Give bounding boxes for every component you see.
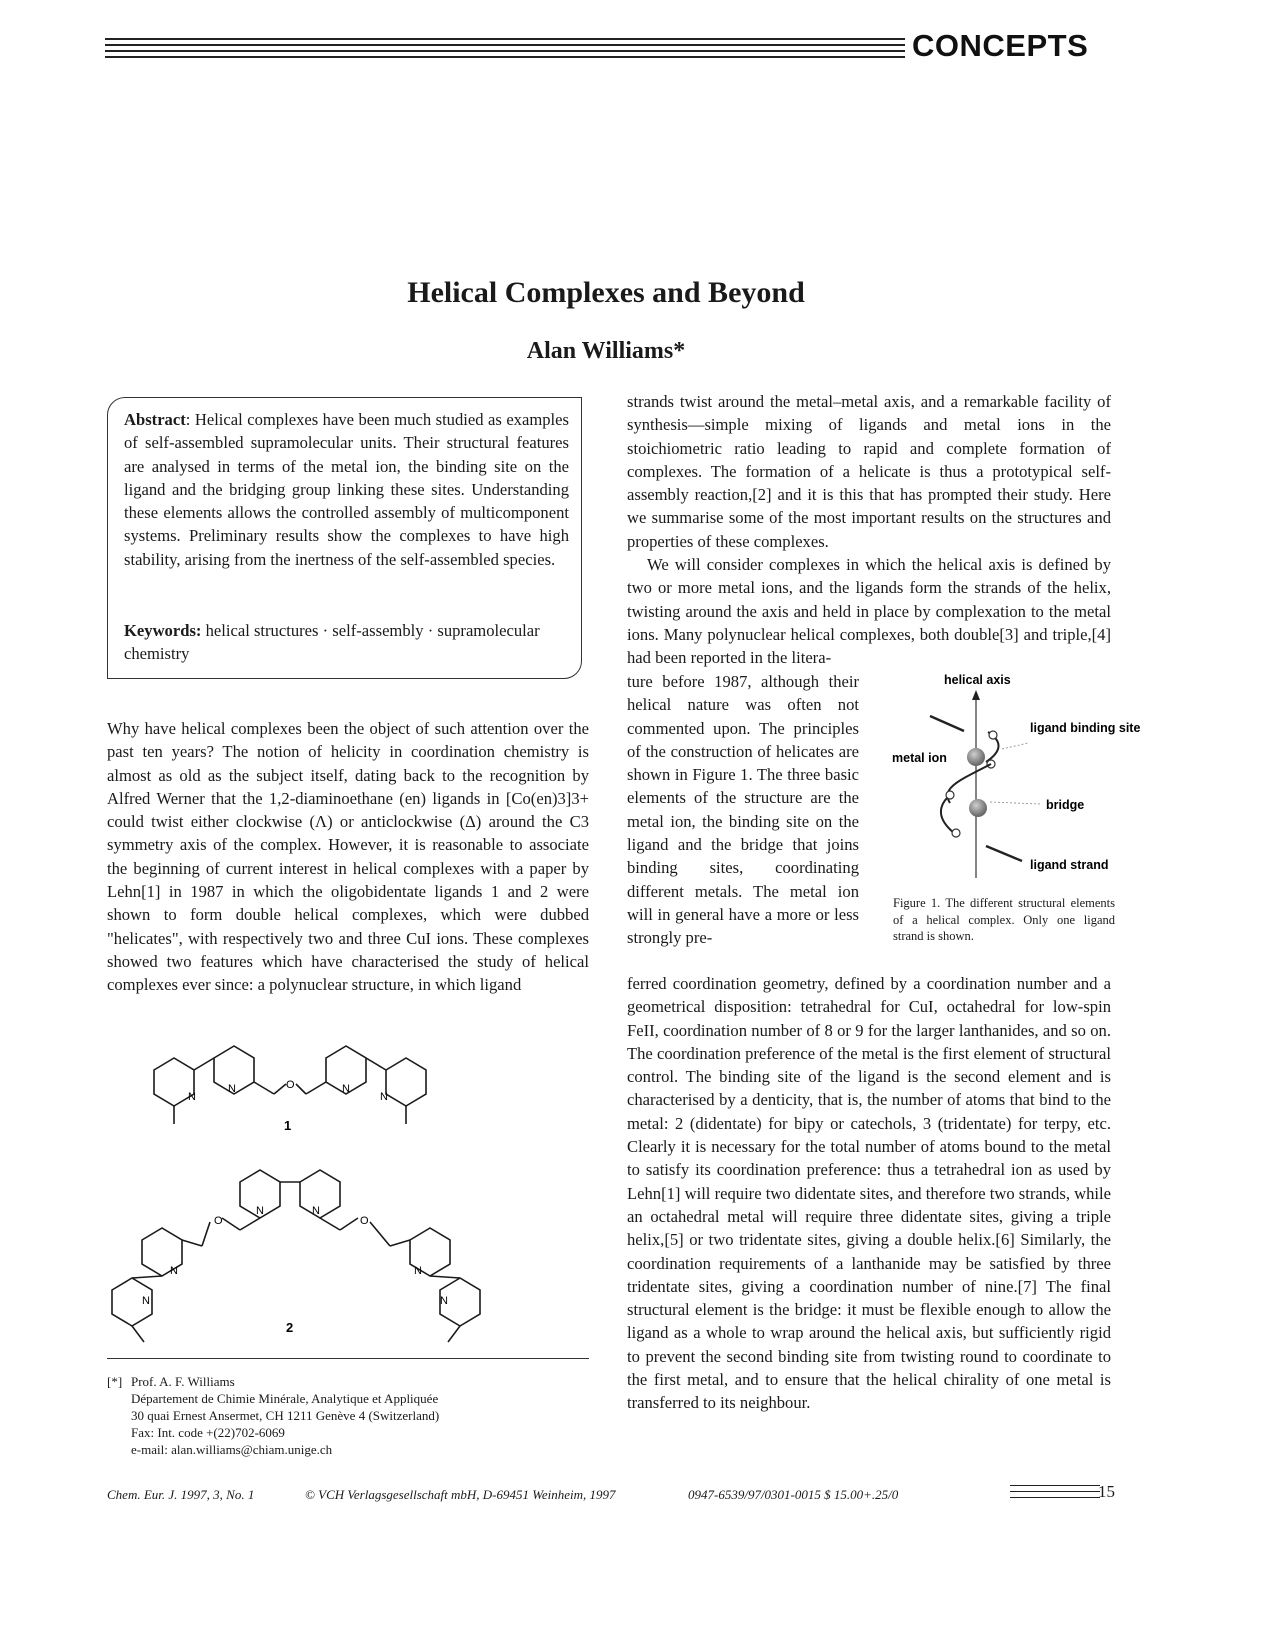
author-footnote — [107, 1373, 589, 1458]
footnote-line: Département de Chimie Minérale, Analytique et Appliquée — [131, 1391, 439, 1406]
article-author: Alan Williams* — [526, 338, 686, 364]
footnote-email: e-mail: alan.williams@chiam.unige.ch — [131, 1442, 333, 1457]
c2-o2: O — [360, 1215, 369, 1227]
footnote-line: Prof. A. F. Williams — [131, 1374, 235, 1389]
c1-o: O — [286, 1079, 295, 1091]
right-paragraph-narrow: ture before 1987, although their helical nature was often not commented upon. The principles of the construction of helicates are shown in Figure 1. The three basic elements of the structure are the metal ion, the binding site on the ligand and the bridge that joins binding sites, coordinating different metals. The metal ion will in general have a more or less strongly pre- — [627, 672, 859, 948]
label-metal-ion: metal ion — [892, 751, 947, 765]
figure-1-helix-diagram — [880, 668, 1141, 890]
binding-site-lower — [941, 795, 954, 833]
label-ligand-binding-site-text: ligand binding site — [1030, 721, 1141, 735]
header-rules — [105, 33, 905, 63]
c2-ring-b — [300, 1170, 340, 1218]
metal-ion-lower — [969, 799, 987, 817]
right-paragraph-3: ferred coordination geometry, defined by a coordination number and a geometrical disposition: tetrahedral for CuI, octahedral for low-spin FeII, coordination number of 8 or 9 for the larger lanthanides, and so on. The coordination preference of the metal is the first element of structural control. The binding site of the ligand is the second element and is characterised by a denticity, that is, the number of atoms that bind to the metal: 2 (didentate) for bipy or catechols, 3 (tridentate) for terpy, etc. Clearly it is necessary for the total number of atoms bound to the metal to satisfy its coordination preference: thus a tetrahedral ion as used by Lehn[1] will require two didentate sites, and therefore two strands, while an octahedral metal will require three didentate sites, giving a triple helix,[5] or two tridentate sites, giving a double helix.[6] Similarly, the coordination requirements of a lanthanide may be satisfied by three tridentate sites, giving a coordination number of nine.[7] The final structural element is the bridge: it must be flexible enough to allow the ligand as a whole to wrap around the helical axis, but sufficiently rigid to prevent the second binding site from twisting round to coordinate to the first metal, and to ensure that the helical chirality of one metal is transferred to its neighbour. — [627, 974, 1111, 1413]
c2-o1: O — [214, 1215, 223, 1227]
footnote-line: Fax: Int. code +(22)702-6069 — [131, 1425, 285, 1440]
footer-code: 0947-6539/97/0301-0015 $ 15.00+.25/0 — [688, 1487, 899, 1502]
right-body-narrow — [627, 670, 859, 950]
label-ligand-strand: ligand strand — [1030, 858, 1109, 872]
footer-publisher: © VCH Verlagsgesellschaft mbH, D-69451 Weinheim, 1997 — [305, 1487, 616, 1502]
c1-ring-d — [386, 1058, 426, 1106]
c1-n2: N — [228, 1083, 236, 1095]
c2-n2: N — [312, 1205, 320, 1217]
keywords-text: helical structures · self-assembly · supramolecular chemistry — [124, 621, 540, 664]
right-paragraph-2: We will consider complexes in which the helical axis is defined by two or more metal ions, and the ligands form the strands of the helix, twisting around the axis and held in place by complexation to the metal ions. Many polynuclear helical complexes, both double[3] and triple,[4] had been reported in the litera- — [627, 555, 1111, 668]
figure-1-caption: Figure 1. The different structural elements of a helical complex. Only one ligand strand is shown. — [893, 896, 1115, 943]
abstract: Abstract: Helical complexes have been much studied as examples of self-assembled supramolecular units. Their structural features are analysed in terms of the metal ion, the binding site on the ligand and the bridging group linking these sites. Understanding these elements allows the controlled assembly of multicomponent systems. Preliminary results show the complexes to have high stability, arising from the inertness of the self-assembled species. — [124, 410, 569, 569]
strand-upper — [930, 716, 964, 731]
right-body-top — [627, 390, 1111, 670]
page-number-rules — [1010, 1482, 1100, 1502]
label-ligand-binding-site — [1030, 721, 1140, 735]
footnote-line: 30 quai Ernest Ansermet, CH 1211 Genève 4 (Switzerland) — [131, 1408, 440, 1423]
c2-n1: N — [256, 1205, 264, 1217]
page-number: 15 — [1098, 1482, 1115, 1501]
compound-2-label: 2 — [286, 1320, 294, 1335]
c2-n6: N — [440, 1295, 448, 1307]
c1-n1: N — [188, 1091, 196, 1103]
left-paragraph: Why have helical complexes been the object of such attention over the past ten years? The notion of helicity in coordination chemistry is almost as old as the subject itself, dating back to the recognition by Alfred Werner that the 1,2-diaminoethane (en) ligands in [Co(en)3]3+ could twist either clockwise (Λ) or anticlockwise (Δ) around the C3 symmetry axis of the complex. However, it is reasonable to associate the beginning of current interest in helical complexes with a paper by Lehn[1] in 1987 in which the oligobidentate ligands 1 and 2 were shown to form double helical complexes, which were dubbed "helicates", with respectively two and three CuI ions. These complexes showed two features which have characterised the study of helical complexes ever since: a polynuclear structure, in which ligand — [107, 719, 589, 995]
c2-n4: N — [414, 1265, 422, 1277]
footnote-rule — [107, 1358, 589, 1359]
metal-ion-upper — [967, 748, 985, 766]
label-bridge: bridge — [1046, 798, 1085, 812]
article-title: Helical Complexes and Beyond — [407, 276, 805, 309]
right-paragraph-1: strands twist around the metal–metal axis, and a remarkable facility of synthesis—simple mixing of ligands and metal ions in the stoichiometric ratio leading to rapid and complete formation of complexes. The formation of a helicate is thus a prototypical self-assembly reaction,[2] and it is this that has prompted their study. Here we summarise some of the most important results on the structures and properties of these complexes. — [627, 392, 1111, 551]
right-body-bottom — [627, 972, 1111, 1415]
keywords-label: Keywords: — [124, 621, 202, 640]
abstract-text: Helical complexes have been much studied as examples of self-assembled supramolecular units. Their structural features are analysed in terms of the metal ion, the binding site on the ligand and the bridging group linking these sites. Understanding these elements allows the controlled assembly of multicomponent systems. Preliminary results show the complexes to have high stability, arising from the inertness of the self-assembled species. — [124, 410, 569, 569]
ligand-structures — [130, 1030, 600, 1350]
c2-n3: N — [170, 1265, 178, 1277]
c2-n5: N — [142, 1295, 150, 1307]
label-helical-axis: helical axis — [944, 673, 1011, 687]
section-header: CONCEPTS — [912, 28, 1089, 63]
strand-lower — [986, 846, 1022, 861]
footer-journal: Chem. Eur. J. 1997, 3, No. 1 — [107, 1487, 255, 1502]
axis-arrow-head — [972, 690, 980, 700]
c1-n3: N — [342, 1083, 350, 1095]
footnote-mark: [*] — [107, 1374, 123, 1389]
c1-n4: N — [380, 1091, 388, 1103]
abstract-label: Abstract — [124, 410, 186, 429]
keywords — [124, 619, 569, 666]
left-body-text — [107, 717, 589, 997]
compound-1-label: 1 — [284, 1118, 292, 1133]
